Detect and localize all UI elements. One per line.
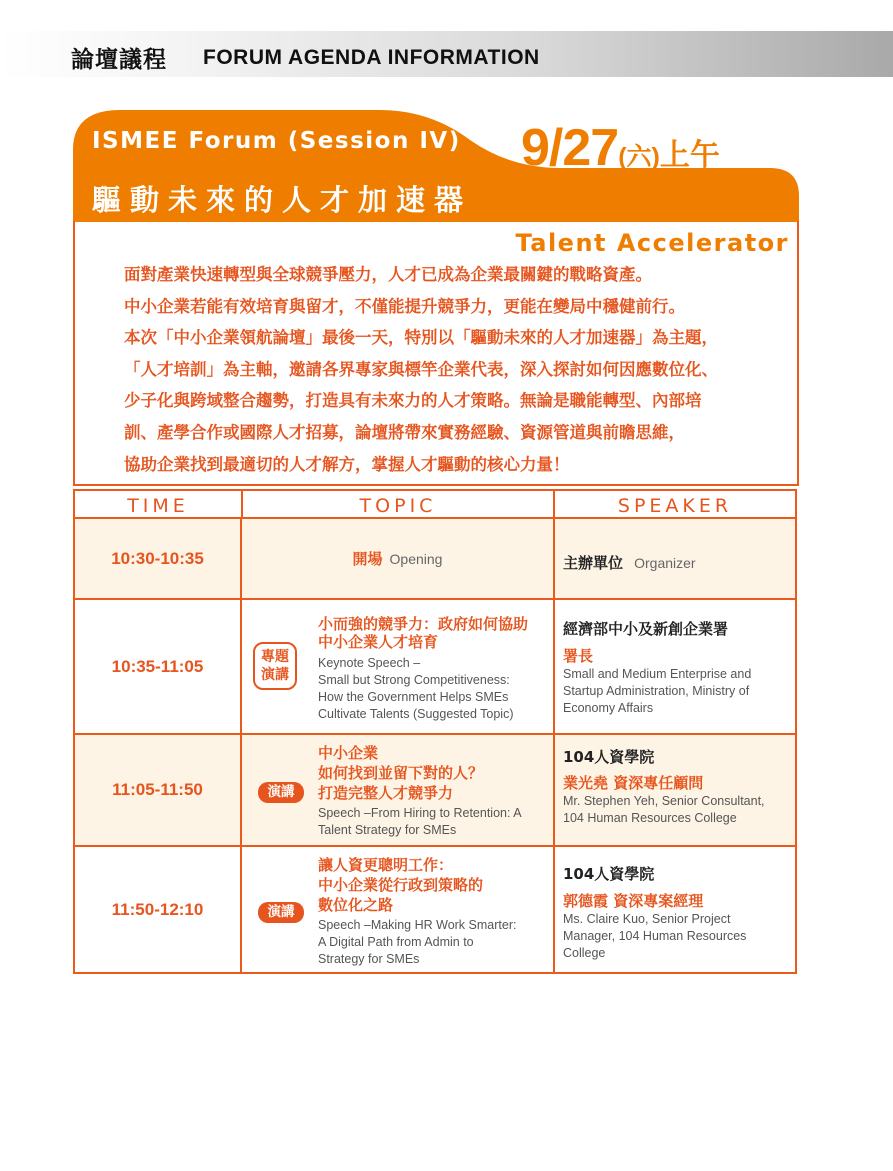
topic-en-line: A Digital Path from Admin to [318,935,474,949]
speaker-title: 業光堯 資深專任顧問 [563,774,704,792]
date-number: 9/27 [521,119,619,177]
table-row [73,735,797,847]
speaker-en-line: Startup Administration, Ministry of [563,684,750,698]
speaker-title: 署長 [563,647,594,665]
topic-en-line: How the Government Helps SMEs [318,690,509,704]
speaker-org: 104人資學院 [563,748,655,766]
row-time: 11:50-12:10 [73,847,242,972]
topic-zh-line: 中小企業從行政到策略的 [318,876,484,894]
date-weekday: (六) [618,143,660,171]
topic-zh-line: 中小企業 [318,744,379,762]
speaker-en-line: Economy Affairs [563,701,654,715]
topic-en-line: Keynote Speech – [318,656,421,670]
row-speaker [555,735,797,845]
speaker-en-line: Mr. Stephen Yeh, Senior Consultant, [563,794,765,808]
row-speaker [555,600,797,733]
speaker-title: 郭德霞 資深專案經理 [563,892,704,910]
intro-line: 面對產業快速轉型與全球競爭壓力，人才已成為企業最關鍵的戰略資產。 [124,265,652,284]
row-time: 10:35-11:05 [73,600,242,733]
session-date [521,118,720,178]
speaker-en: Organizer [634,555,696,571]
column-header-speaker: SPEAKER [553,489,797,519]
row-topic [242,600,555,733]
row-speaker [555,847,797,972]
row-time: 11:05-11:50 [73,735,242,845]
row-topic [242,847,555,972]
speaker-org: 104人資學院 [563,865,655,883]
speaker-en-line: Ms. Claire Kuo, Senior Project [563,912,731,926]
session-subtitle-en: Talent Accelerator [515,229,789,257]
badge-line: 演講 [261,667,289,683]
topic-en-line: Strategy for SMEs [318,952,420,966]
speaker-en-line: Small and Medium Enterprise and [563,667,752,681]
badge-line: 專題 [261,649,289,665]
column-header-topic: TOPIC [241,489,555,519]
row-speaker [555,519,797,598]
speaker-zh: 主辦單位 [563,554,624,572]
speech-badge: 演講 [258,902,304,923]
session-title: 驅動未來的人才加速器 [92,183,473,217]
topic-zh-line: 讓人資更聰明工作： [318,856,454,874]
intro-box [73,221,799,486]
topic-en-line: Cultivate Talents (Suggested Topic) [318,707,514,721]
session-label: ISMEE Forum (Session IV) [92,128,461,154]
keynote-badge [253,642,297,690]
page-title-zh: 論壇議程 [71,47,167,73]
topic-en-line: Speech –From Hiring to Retention: A [318,806,522,820]
intro-line: 本次「中小企業領航論壇」最後一天，特別以「驅動未來的人才加速器」為主題， [124,328,718,348]
intro-paragraph [124,259,784,480]
page-title-en: FORUM AGENDA INFORMATION [203,46,540,69]
intro-line: 協助企業找到最適切的人才解方，掌握人才驅動的核心力量！ [124,454,570,474]
table-row [73,847,797,974]
topic-en-line: Small but Strong Competitiveness: [318,673,510,687]
topic-zh-line: 數位化之路 [318,896,394,914]
row-topic [242,735,555,845]
intro-line: 少子化與跨域整合趨勢，打造具有未來力的人才策略。無論是職能轉型、內部培 [124,391,702,411]
row-time: 10:30-10:35 [73,519,242,598]
speaker-en-line: 104 Human Resources College [563,811,737,825]
row-topic [242,519,555,598]
topic-zh: 開場 [352,550,383,568]
table-row [73,519,797,600]
table-row [73,600,797,735]
topic-zh-line: 打造完整人才競爭力 [318,784,454,802]
intro-line: 訓、產學合作或國際人才招募，論壇將帶來實務經驗、資源管道與前瞻思維， [124,422,685,442]
topic-en: Opening [389,550,443,567]
intro-line: 中小企業若能有效培育與留才，不僅能提升競爭力，更能在變局中穩健前行。 [124,296,685,316]
speech-badge: 演講 [258,782,304,803]
topic-en-line: Talent Strategy for SMEs [318,823,457,837]
topic-zh-line: 中小企業人才培育 [318,633,439,651]
speaker-en-line: College [563,946,606,960]
column-header-time: TIME [73,489,243,519]
topic-zh-line: 如何找到並留下對的人？ [318,764,484,782]
speaker-org: 經濟部中小及新創企業署 [563,620,729,638]
date-period: 上午 [659,138,720,173]
topic-zh-line: 小而強的競爭力：政府如何協助 [318,615,529,633]
topic-en-line: Speech –Making HR Work Smarter: [318,918,517,932]
speaker-en-line: Manager, 104 Human Resources [563,929,747,943]
intro-line: 「人才培訓」為主軸，邀請各界專家與標竿企業代表，深入探討如何因應數位化、 [124,359,718,379]
